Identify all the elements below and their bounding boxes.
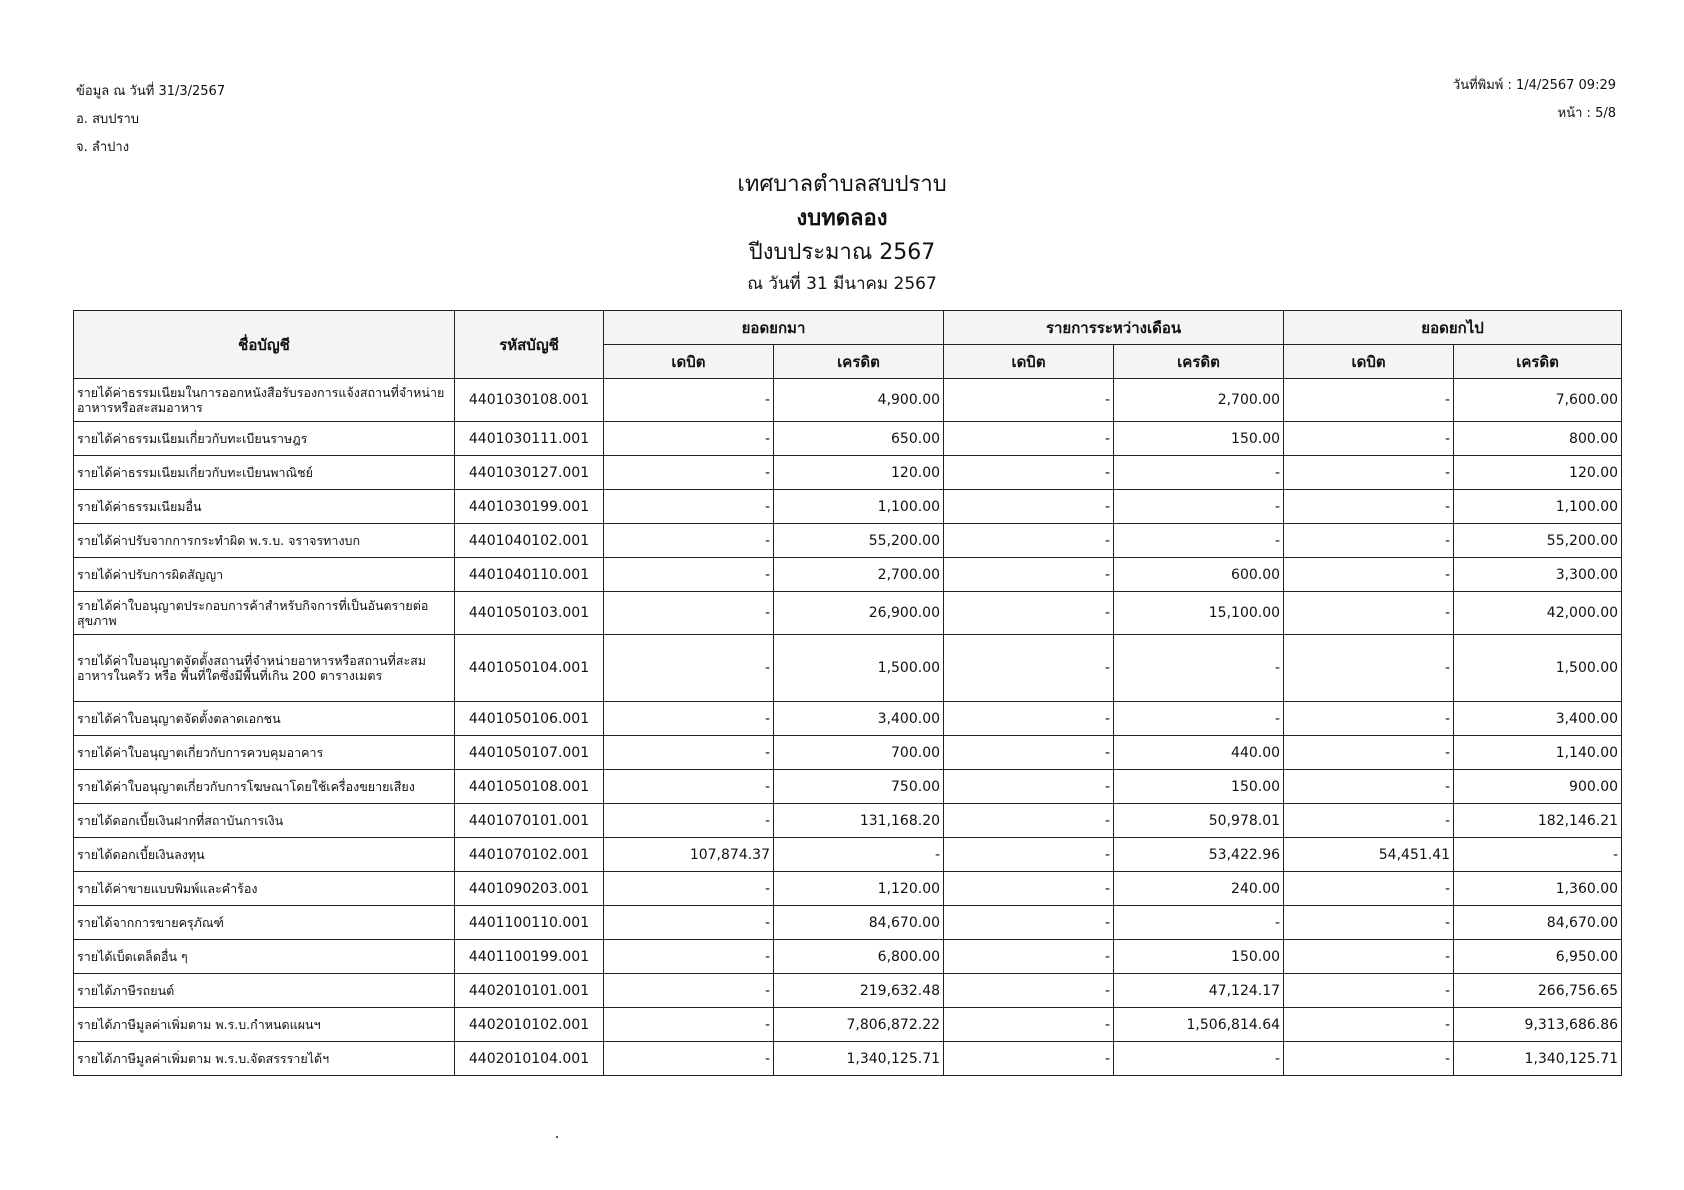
- header-cf-debit: เดบิต: [1284, 345, 1454, 379]
- table-row: [74, 422, 1622, 456]
- account-code-cell: 4401100199.001: [455, 940, 604, 974]
- cf-debit-cell: -: [1284, 906, 1454, 940]
- cf-debit-cell: 54,451.41: [1284, 838, 1454, 872]
- bf-debit-cell: -: [604, 702, 774, 736]
- month-debit-cell: -: [944, 736, 1114, 770]
- bf-credit-cell: 2,700.00: [774, 558, 944, 592]
- cf-debit-cell: -: [1284, 456, 1454, 490]
- bf-credit-cell: 6,800.00: [774, 940, 944, 974]
- bf-credit-cell: 3,400.00: [774, 702, 944, 736]
- bf-debit-cell: -: [604, 736, 774, 770]
- account-name-cell: รายได้ค่าธรรมเนียมเกี่ยวกับทะเบียนราษฎร: [74, 422, 455, 456]
- cf-credit-cell: 900.00: [1454, 770, 1622, 804]
- month-debit-cell: -: [944, 456, 1114, 490]
- month-credit-cell: 1,506,814.64: [1114, 1008, 1284, 1042]
- cf-credit-cell: -: [1454, 838, 1622, 872]
- table-row: [74, 379, 1622, 422]
- month-debit-cell: -: [944, 838, 1114, 872]
- account-code-cell: 4402010101.001: [455, 974, 604, 1008]
- bf-credit-cell: 1,340,125.71: [774, 1042, 944, 1076]
- bf-credit-cell: 131,168.20: [774, 804, 944, 838]
- account-name-cell: รายได้จากการขายครุภัณฑ์: [74, 906, 455, 940]
- month-debit-cell: -: [944, 490, 1114, 524]
- fiscal-year: ปีงบประมาณ 2567: [748, 240, 936, 265]
- month-credit-cell: 150.00: [1114, 940, 1284, 974]
- stray-mark: [556, 1136, 558, 1138]
- table-row: [74, 1042, 1622, 1076]
- account-code-cell: 4401030199.001: [455, 490, 604, 524]
- month-credit-cell: -: [1114, 906, 1284, 940]
- cf-debit-cell: -: [1284, 974, 1454, 1008]
- cf-debit-cell: -: [1284, 558, 1454, 592]
- table-row: [74, 558, 1622, 592]
- month-credit-cell: 440.00: [1114, 736, 1284, 770]
- account-code-cell: 4401050107.001: [455, 736, 604, 770]
- bf-debit-cell: -: [604, 456, 774, 490]
- cf-credit-cell: 9,313,686.86: [1454, 1008, 1622, 1042]
- table-row: [74, 1008, 1622, 1042]
- table-row: [74, 872, 1622, 906]
- month-credit-cell: 240.00: [1114, 872, 1284, 906]
- account-name-cell: รายได้ค่าใบอนุญาตจัดตั้งตลาดเอกชน: [74, 702, 455, 736]
- report-titles: [0, 168, 1684, 298]
- table-row: [74, 940, 1622, 974]
- account-code-cell: 4401050103.001: [455, 592, 604, 635]
- report-meta-left: [76, 78, 225, 162]
- table-row: [74, 456, 1622, 490]
- bf-debit-cell: -: [604, 940, 774, 974]
- bf-credit-cell: 750.00: [774, 770, 944, 804]
- cf-credit-cell: 120.00: [1454, 456, 1622, 490]
- table-row: [74, 524, 1622, 558]
- bf-debit-cell: -: [604, 804, 774, 838]
- district-label: อ. สบปราบ: [76, 112, 140, 127]
- month-credit-cell: 600.00: [1114, 558, 1284, 592]
- bf-debit-cell: -: [604, 872, 774, 906]
- table-row: [74, 490, 1622, 524]
- account-name-cell: รายได้ค่าปรับจากการกระทำผิด พ.ร.บ. จราจรทางบก: [74, 524, 455, 558]
- bf-credit-cell: -: [774, 838, 944, 872]
- month-credit-cell: -: [1114, 524, 1284, 558]
- table-row: [74, 736, 1622, 770]
- account-code-cell: 4401050106.001: [455, 702, 604, 736]
- account-name-cell: รายได้ค่าธรรมเนียมเกี่ยวกับทะเบียนพาณิชย์: [74, 456, 455, 490]
- cf-debit-cell: -: [1284, 1042, 1454, 1076]
- cf-debit-cell: -: [1284, 770, 1454, 804]
- table-row: [74, 974, 1622, 1008]
- table-row: [74, 906, 1622, 940]
- cf-credit-cell: 42,000.00: [1454, 592, 1622, 635]
- account-name-cell: รายได้ค่าธรรมเนียมอื่น: [74, 490, 455, 524]
- account-code-cell: 4401040110.001: [455, 558, 604, 592]
- account-name-cell: รายได้ค่าธรรมเนียมในการออกหนังสือรับรองการแจ้งสถานที่จำหน่ายอาหารหรือสะสมอาหาร: [74, 379, 455, 422]
- header-account-code: รหัสบัญชี: [455, 311, 604, 379]
- account-code-cell: 4401070102.001: [455, 838, 604, 872]
- cf-debit-cell: -: [1284, 872, 1454, 906]
- account-code-cell: 4401050104.001: [455, 635, 604, 702]
- month-credit-cell: -: [1114, 456, 1284, 490]
- report-meta-right: [1453, 72, 1616, 128]
- data-as-of-date: ข้อมูล ณ วันที่ 31/3/2567: [76, 84, 226, 99]
- header-bf-debit: เดบิต: [604, 345, 774, 379]
- bf-debit-cell: -: [604, 524, 774, 558]
- header-bf-credit: เครดิต: [774, 345, 944, 379]
- month-credit-cell: 150.00: [1114, 770, 1284, 804]
- bf-credit-cell: 650.00: [774, 422, 944, 456]
- account-name-cell: รายได้ภาษีมูลค่าเพิ่มตาม พ.ร.บ.จัดสรรรายได้ฯ: [74, 1042, 455, 1076]
- cf-credit-cell: 1,360.00: [1454, 872, 1622, 906]
- bf-debit-cell: -: [604, 974, 774, 1008]
- table-row: [74, 635, 1622, 702]
- bf-credit-cell: 26,900.00: [774, 592, 944, 635]
- account-code-cell: 4402010102.001: [455, 1008, 604, 1042]
- account-name-cell: รายได้ดอกเบี้ยเงินลงทุน: [74, 838, 455, 872]
- bf-credit-cell: 1,500.00: [774, 635, 944, 702]
- cf-debit-cell: -: [1284, 422, 1454, 456]
- cf-debit-cell: -: [1284, 592, 1454, 635]
- bf-debit-cell: -: [604, 906, 774, 940]
- month-credit-cell: -: [1114, 702, 1284, 736]
- header-brought-forward: ยอดยกมา: [604, 311, 944, 345]
- month-credit-cell: 2,700.00: [1114, 379, 1284, 422]
- cf-credit-cell: 6,950.00: [1454, 940, 1622, 974]
- table-row: [74, 804, 1622, 838]
- cf-credit-cell: 1,100.00: [1454, 490, 1622, 524]
- month-credit-cell: 150.00: [1114, 422, 1284, 456]
- month-debit-cell: -: [944, 524, 1114, 558]
- month-debit-cell: -: [944, 906, 1114, 940]
- bf-credit-cell: 219,632.48: [774, 974, 944, 1008]
- page-number: หน้า : 5/8: [1557, 106, 1616, 121]
- header-cf-credit: เครดิต: [1454, 345, 1622, 379]
- bf-credit-cell: 1,120.00: [774, 872, 944, 906]
- month-debit-cell: -: [944, 872, 1114, 906]
- month-debit-cell: -: [944, 770, 1114, 804]
- account-name-cell: รายได้ค่าใบอนุญาตเกี่ยวกับการควบคุมอาคาร: [74, 736, 455, 770]
- cf-credit-cell: 3,400.00: [1454, 702, 1622, 736]
- month-debit-cell: -: [944, 558, 1114, 592]
- bf-debit-cell: -: [604, 490, 774, 524]
- account-name-cell: รายได้ค่าใบอนุญาตจัดตั้งสถานที่จำหน่ายอาหารหรือสถานที่สะสมอาหารในครัว หรือ พื้นที่ใดซึ่งมีพื้นที่เกิน 200 ตารางเมตร: [74, 635, 455, 702]
- table-row: [74, 770, 1622, 804]
- account-name-cell: รายได้ค่าใบอนุญาตประกอบการค้าสำหรับกิจการที่เป็นอันตรายต่อสุขภาพ: [74, 592, 455, 635]
- as-of-date: ณ วันที่ 31 มีนาคม 2567: [747, 274, 937, 294]
- header-month-credit: เครดิต: [1114, 345, 1284, 379]
- cf-credit-cell: 1,140.00: [1454, 736, 1622, 770]
- bf-debit-cell: -: [604, 635, 774, 702]
- month-debit-cell: -: [944, 379, 1114, 422]
- account-code-cell: 4401030127.001: [455, 456, 604, 490]
- account-name-cell: รายได้ค่าขายแบบพิมพ์และคำร้อง: [74, 872, 455, 906]
- province-label: จ. ลำปาง: [76, 140, 130, 155]
- bf-debit-cell: -: [604, 592, 774, 635]
- bf-debit-cell: -: [604, 770, 774, 804]
- month-debit-cell: -: [944, 592, 1114, 635]
- account-name-cell: รายได้ค่าปรับการผิดสัญญา: [74, 558, 455, 592]
- account-name-cell: รายได้ค่าใบอนุญาตเกี่ยวกับการโฆษณาโดยใช้เครื่องขยายเสียง: [74, 770, 455, 804]
- bf-credit-cell: 7,806,872.22: [774, 1008, 944, 1042]
- month-debit-cell: -: [944, 974, 1114, 1008]
- account-code-cell: 4401050108.001: [455, 770, 604, 804]
- month-credit-cell: -: [1114, 1042, 1284, 1076]
- month-debit-cell: -: [944, 940, 1114, 974]
- account-name-cell: รายได้เบ็ดเตล็ดอื่น ๆ: [74, 940, 455, 974]
- cf-debit-cell: -: [1284, 379, 1454, 422]
- cf-debit-cell: -: [1284, 1008, 1454, 1042]
- account-code-cell: 4401100110.001: [455, 906, 604, 940]
- cf-credit-cell: 266,756.65: [1454, 974, 1622, 1008]
- bf-debit-cell: -: [604, 1008, 774, 1042]
- month-debit-cell: -: [944, 804, 1114, 838]
- table-row: [74, 838, 1622, 872]
- cf-credit-cell: 182,146.21: [1454, 804, 1622, 838]
- account-code-cell: 4401030111.001: [455, 422, 604, 456]
- cf-credit-cell: 3,300.00: [1454, 558, 1622, 592]
- account-code-cell: 4401040102.001: [455, 524, 604, 558]
- cf-debit-cell: -: [1284, 635, 1454, 702]
- month-debit-cell: -: [944, 422, 1114, 456]
- cf-debit-cell: -: [1284, 804, 1454, 838]
- month-credit-cell: -: [1114, 490, 1284, 524]
- bf-debit-cell: -: [604, 379, 774, 422]
- bf-credit-cell: 700.00: [774, 736, 944, 770]
- report-title: งบทดลอง: [796, 206, 888, 231]
- month-credit-cell: 47,124.17: [1114, 974, 1284, 1008]
- account-code-cell: 4401070101.001: [455, 804, 604, 838]
- account-name-cell: รายได้ภาษีมูลค่าเพิ่มตาม พ.ร.บ.กำหนดแผนฯ: [74, 1008, 455, 1042]
- bf-credit-cell: 4,900.00: [774, 379, 944, 422]
- header-carried-forward: ยอดยกไป: [1284, 311, 1622, 345]
- bf-credit-cell: 120.00: [774, 456, 944, 490]
- month-credit-cell: 50,978.01: [1114, 804, 1284, 838]
- header-account-name: ชื่อบัญชี: [74, 311, 455, 379]
- account-code-cell: 4401090203.001: [455, 872, 604, 906]
- table-row: [74, 702, 1622, 736]
- account-name-cell: รายได้ดอกเบี้ยเงินฝากที่สถาบันการเงิน: [74, 804, 455, 838]
- account-code-cell: 4402010104.001: [455, 1042, 604, 1076]
- cf-credit-cell: 7,600.00: [1454, 379, 1622, 422]
- print-date: วันที่พิมพ์ : 1/4/2567 09:29: [1452, 78, 1616, 93]
- bf-debit-cell: -: [604, 422, 774, 456]
- trial-balance-body: [74, 379, 1622, 1076]
- cf-debit-cell: -: [1284, 736, 1454, 770]
- account-code-cell: 4401030108.001: [455, 379, 604, 422]
- organization-name: เทศบาลตำบลสบปราบ: [737, 172, 947, 197]
- cf-debit-cell: -: [1284, 702, 1454, 736]
- cf-credit-cell: 84,670.00: [1454, 906, 1622, 940]
- bf-credit-cell: 84,670.00: [774, 906, 944, 940]
- month-credit-cell: -: [1114, 635, 1284, 702]
- bf-debit-cell: -: [604, 558, 774, 592]
- cf-debit-cell: -: [1284, 524, 1454, 558]
- header-row-groups: [74, 311, 1622, 345]
- header-during-month: รายการระหว่างเดือน: [944, 311, 1284, 345]
- account-name-cell: รายได้ภาษีรถยนต์: [74, 974, 455, 1008]
- trial-balance-table: [73, 310, 1622, 1076]
- bf-debit-cell: -: [604, 1042, 774, 1076]
- cf-credit-cell: 800.00: [1454, 422, 1622, 456]
- cf-debit-cell: -: [1284, 490, 1454, 524]
- bf-debit-cell: 107,874.37: [604, 838, 774, 872]
- month-debit-cell: -: [944, 1042, 1114, 1076]
- bf-credit-cell: 55,200.00: [774, 524, 944, 558]
- month-debit-cell: -: [944, 635, 1114, 702]
- month-credit-cell: 53,422.96: [1114, 838, 1284, 872]
- cf-debit-cell: -: [1284, 940, 1454, 974]
- month-debit-cell: -: [944, 702, 1114, 736]
- cf-credit-cell: 55,200.00: [1454, 524, 1622, 558]
- cf-credit-cell: 1,500.00: [1454, 635, 1622, 702]
- cf-credit-cell: 1,340,125.71: [1454, 1042, 1622, 1076]
- header-month-debit: เดบิต: [944, 345, 1114, 379]
- table-row: [74, 592, 1622, 635]
- bf-credit-cell: 1,100.00: [774, 490, 944, 524]
- month-debit-cell: -: [944, 1008, 1114, 1042]
- month-credit-cell: 15,100.00: [1114, 592, 1284, 635]
